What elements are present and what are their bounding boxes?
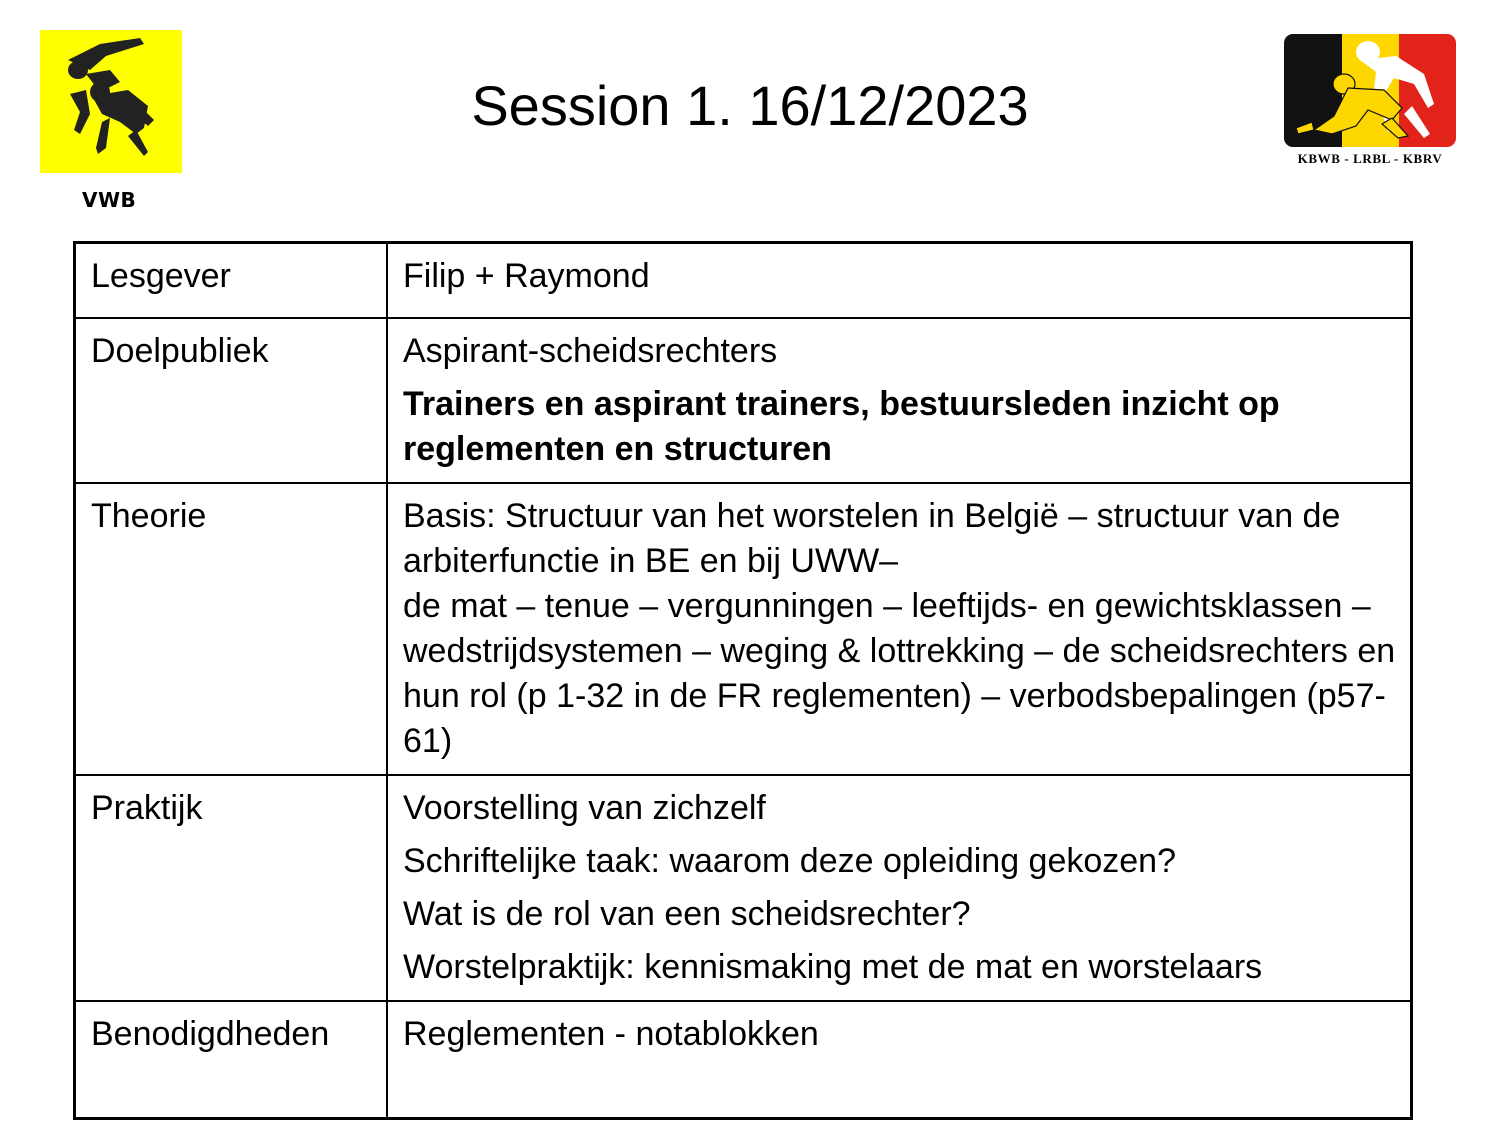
cell-line: Wat is de rol van een scheidsrechter? <box>403 895 971 933</box>
kbwb-logo <box>1284 34 1456 147</box>
row-label-benodigdheden: Benodigdheden <box>75 1001 388 1119</box>
table-row <box>75 1001 1412 1119</box>
cell-line: Reglementen - notablokken <box>403 1015 819 1053</box>
row-label-theorie: Theorie <box>75 483 388 775</box>
cell-line: Aspirant-scheidsrechters <box>403 332 778 370</box>
row-value-praktijk <box>387 775 1412 1001</box>
row-label-praktijk: Praktijk <box>75 775 388 1001</box>
cell-line: Voorstelling van zichzelf <box>403 789 766 827</box>
cell-line: Filip + Raymond <box>403 257 650 295</box>
table-row <box>75 318 1412 483</box>
cell-line: Worstelpraktijk: kennismaking met de mat en worstelaars <box>403 948 1263 986</box>
cell-line-bold: Trainers en aspirant trainers, bestuursleden inzicht op reglementen en structuren <box>403 385 1280 468</box>
table-row <box>75 775 1412 1001</box>
cell-line: de mat – tenue – vergunningen – leeftijds- en gewichtsklassen – wedstrijdsystemen – weging & lottrekking – de scheidsrechters en hun rol (p 1-32 in de FR reglementen) – verbodsbepalingen (p57-61) <box>403 587 1396 760</box>
session-table <box>73 241 1413 1120</box>
kbwb-caption: KBWB - LRBL - KBRV <box>1297 151 1443 166</box>
row-value-lesgever <box>387 243 1412 319</box>
row-label-doelpubliek: Doelpubliek <box>75 318 388 483</box>
table-row <box>75 243 1412 319</box>
cell-line: Basis: Structuur van het worstelen in België – structuur van de arbiterfunctie in BE en bij UWW– <box>403 497 1341 580</box>
page-title: Session 1. 16/12/2023 <box>471 74 1029 137</box>
belgian-wrestlers-icon <box>1284 34 1456 147</box>
row-label-lesgever: Lesgever <box>75 243 388 319</box>
vwb-caption: VWB <box>82 188 137 212</box>
table-row <box>75 483 1412 775</box>
cell-line: Schriftelijke taak: waarom deze opleiding gekozen? <box>403 842 1177 880</box>
row-value-doelpubliek <box>387 318 1412 483</box>
row-value-benodigdheden <box>387 1001 1412 1119</box>
row-value-theorie <box>387 483 1412 775</box>
